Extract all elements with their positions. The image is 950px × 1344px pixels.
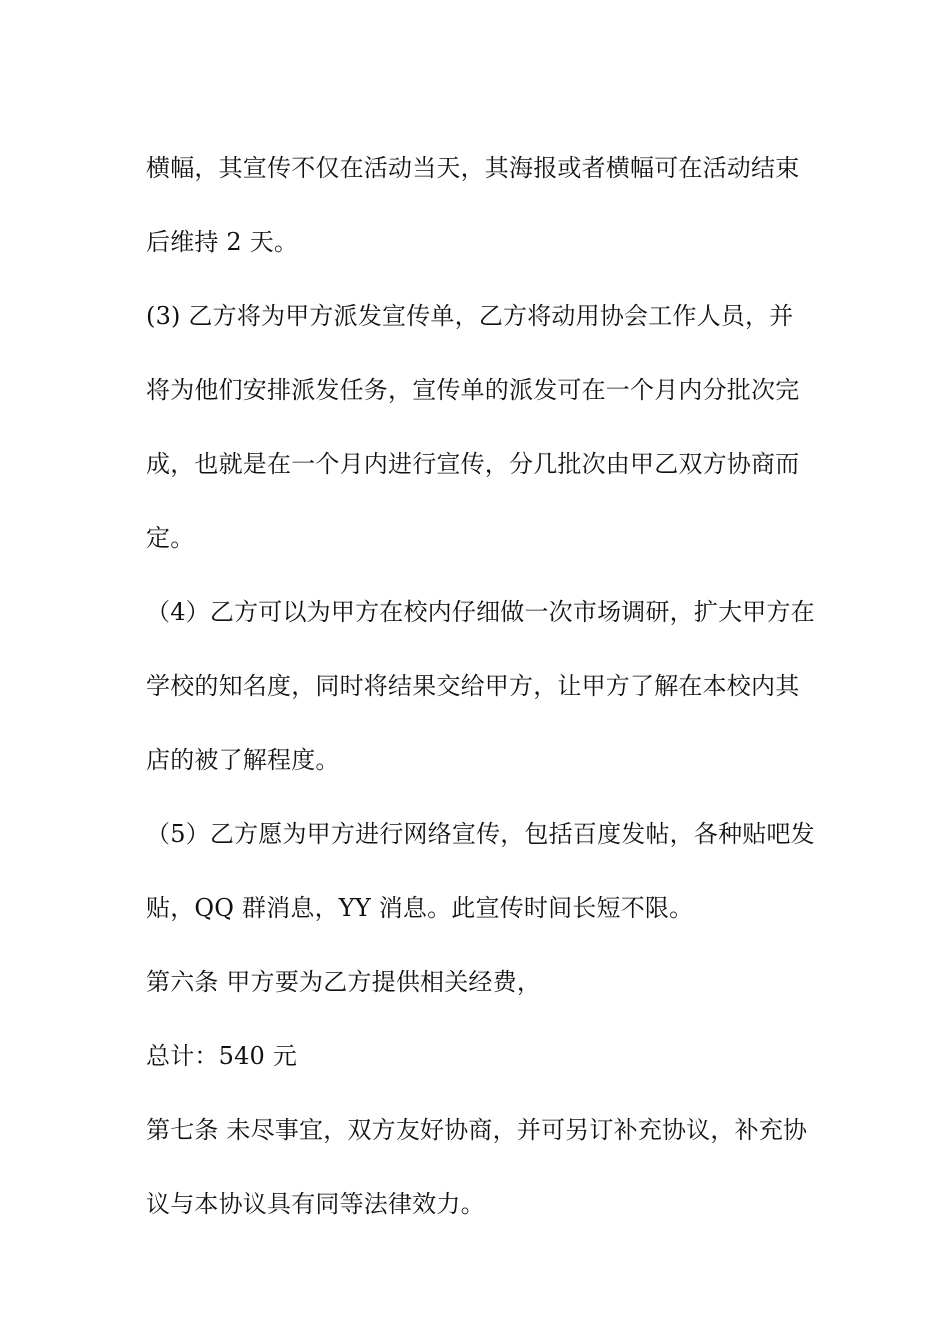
text-line: （4）乙方可以为甲方在校内仔细做一次市场调研，扩大甲方在: [146, 598, 815, 626]
text-line: 将为他们安排派发任务，宣传单的派发可在一个月内分批次完: [146, 376, 800, 404]
paragraph-total: [146, 1019, 806, 1093]
paragraph-item-4: [146, 575, 815, 797]
text-line: 第七条 未尽事宜，双方友好协商，并可另订补充协议，补充协: [146, 1116, 808, 1144]
paragraph-banner-continuation: [146, 131, 806, 279]
text-line: 后维持 2 天。: [146, 228, 299, 256]
text-line: （5）乙方愿为甲方进行网络宣传，包括百度发帖，各种贴吧发: [146, 820, 815, 848]
text-line: 成，也就是在一个月内进行宣传，分几批次由甲乙双方协商而: [146, 450, 800, 478]
paragraph-item-5: [146, 797, 815, 945]
text-line: 第六条 甲方要为乙方提供相关经费，: [146, 968, 542, 996]
text-line: 学校的知名度，同时将结果交给甲方，让甲方了解在本校内其: [146, 672, 800, 700]
text-line: 店的被了解程度。: [146, 746, 340, 774]
text-line: (3) 乙方将为甲方派发宣传单，乙方将动用协会工作人员，并: [146, 302, 794, 330]
text-line: 横幅，其宣传不仅在活动当天，其海报或者横幅可在活动结束: [146, 154, 800, 182]
paragraph-article-6: [146, 945, 806, 1019]
document-body: [146, 131, 815, 1241]
text-line: 议与本协议具有同等法律效力。: [146, 1190, 485, 1218]
text-line: 总计：540 元: [146, 1042, 298, 1070]
text-line: 贴，QQ 群消息，YY 消息。此宣传时间长短不限。: [146, 894, 694, 922]
paragraph-item-3: [146, 279, 806, 575]
text-line: 定。: [146, 524, 195, 552]
paragraph-article-7: [146, 1093, 806, 1241]
